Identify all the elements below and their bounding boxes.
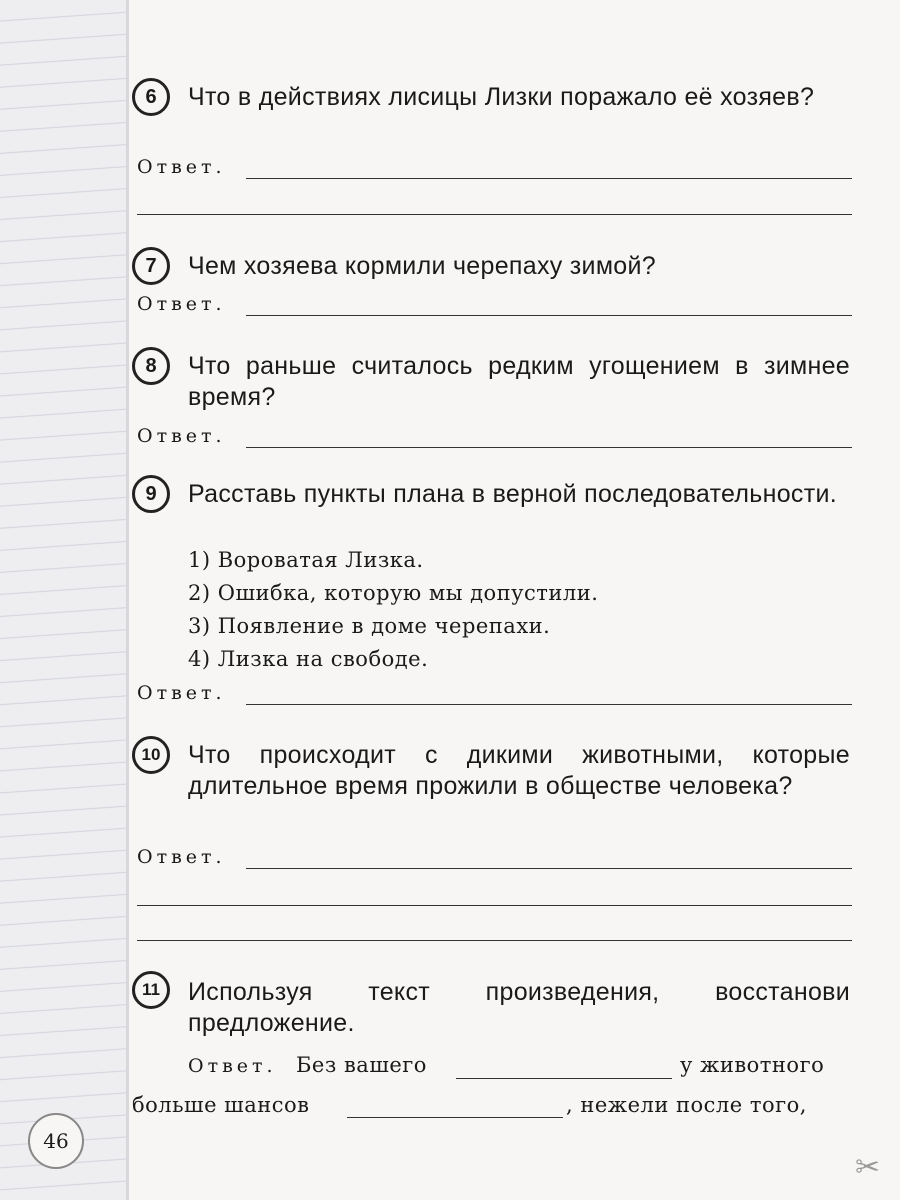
answer-line[interactable]	[246, 704, 852, 705]
sentence-part: , нежели после того,	[566, 1093, 807, 1117]
answer-label: Ответ.	[137, 425, 226, 447]
plan-list	[188, 548, 598, 680]
answer-line[interactable]	[137, 214, 852, 215]
question-text: Что в действиях лисицы Лизки поражало её хозяев?	[188, 83, 815, 111]
question-number: 11	[132, 971, 170, 1009]
question-number: 6	[132, 78, 170, 116]
answer-line[interactable]	[246, 315, 852, 316]
lined-margin	[0, 0, 128, 1200]
plan-item: 3) Появление в доме черепахи.	[188, 614, 551, 638]
answer-label: Ответ.	[188, 1055, 277, 1077]
answer-line[interactable]	[246, 447, 852, 448]
question-text: Используя текст произведения, восстанови предложение.	[188, 978, 850, 1037]
plan-item: 4) Лизка на свободе.	[188, 647, 429, 671]
margin-edge	[126, 0, 129, 1200]
question-number: 9	[132, 475, 170, 513]
plan-item: 1) Вороватая Лизка.	[188, 548, 424, 572]
question-text: Расставь пункты плана в верной последовательности.	[188, 480, 837, 508]
plan-item: 2) Ошибка, которую мы допустили.	[188, 581, 599, 605]
question-number: 10	[132, 736, 170, 774]
answer-label: Ответ.	[137, 846, 226, 868]
answer-label: Ответ.	[137, 682, 226, 704]
answer-line[interactable]	[246, 868, 852, 869]
question-number: 7	[132, 247, 170, 285]
answer-line[interactable]	[137, 905, 852, 906]
sentence-part: Без вашего	[296, 1053, 427, 1077]
answer-line[interactable]	[137, 940, 852, 941]
sentence-part: у животного	[680, 1053, 825, 1077]
scissors-icon: ✂	[855, 1151, 881, 1184]
question-number: 8	[132, 347, 170, 385]
sentence-blank[interactable]	[347, 1117, 563, 1118]
question-text: Чем хозяева кормили черепаху зимой?	[188, 252, 656, 280]
question-text: Что происходит с дикими животными, которые длительное время прожили в обществе человека?	[188, 741, 850, 800]
question-text: Что раньше считалось редким угощением в зимнее время?	[188, 352, 850, 411]
answer-line[interactable]	[246, 178, 852, 179]
sentence-blank[interactable]	[456, 1078, 672, 1079]
answer-label: Ответ.	[137, 293, 226, 315]
page-number: 46	[28, 1113, 84, 1169]
answer-label: Ответ.	[137, 156, 226, 178]
sentence-part: больше шансов	[132, 1093, 310, 1117]
